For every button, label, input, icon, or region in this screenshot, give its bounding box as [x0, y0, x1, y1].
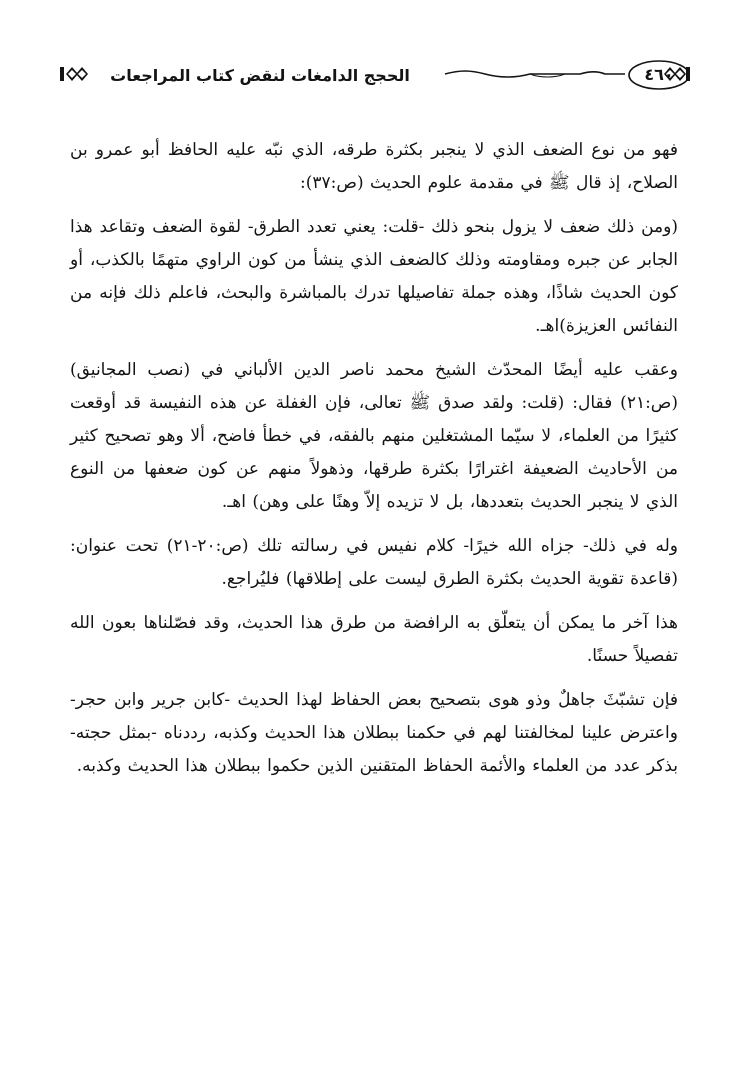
page-header	[60, 54, 690, 94]
paragraph: وعقب عليه أيضًا المحدّث الشيخ محمد ناصر الدين الألباني في (نصب المجانيق) (ص:٢١) فقال: (قلت: ولقد صدق ﷺ تعالى، فإن الغفلة عن هذه النفيسة قد أوقعت كثيرًا من العلماء، لا سيّما المشتغلين منهم بالفقه، في خطأ فاضح، ألا وهو تصحيح كثير من الأحاديث الضعيفة اغترارًا بكثرة طرقها، وذهولاً منهم عن كون ضعفها من النوع الذي لا ينجبر الحديث بتعددها، بل لا تزيده إلاّ وهنًا على وهن) اهـ.	[70, 360, 678, 512]
paragraph: هذا آخر ما يمكن أن يتعلّق به الرافضة من طرق هذا الحديث، وقد فصّلناها بعون الله تفصيلاً حسنًا.	[70, 613, 678, 666]
page-body	[70, 134, 678, 794]
paragraph: فإن تشبّثَ جاهلٌ وذو هوى بتصحيح بعض الحفاظ لهذا الحديث -كابن جرير وابن حجر- واعترض علينا لمخالفتنا لهم في حكمنا ببطلان هذا الحديث وكذبه، رددناه -بمثل حجته- بذكر عدد من العلماء والأئمة الحفاظ المتقنين الذين حكموا ببطلان هذا الحديث وكذبه.	[70, 690, 678, 776]
paragraph: وله في ذلك- جزاه الله خيرًا- كلام نفيس في رسالته تلك (ص:٢٠-٢١) تحت عنوان: (قاعدة تقوية الحديث بكثرة الطرق ليست على إطلاقها) فليُراجع.	[70, 536, 678, 589]
paragraph: (ومن ذلك ضعف لا يزول بنحو ذلك -قلت: يعني تعدد الطرق- لقوة الضعف وتقاعد هذا الجابر عن جبره ومقاومته وذلك كالضعف الذي ينشأ من كون الراوي متهمًا بالكذب، أو كون الحديث شاذًا، وهذه جملة تفاصيلها تدرك بالمباشرة والبحث، فاعلم ذلك فإنه من النفائس العزيزة)اهـ.	[70, 217, 678, 336]
running-title: الحجج الدامغات لنقض كتاب المراجعات	[110, 66, 410, 85]
page-number: ٤٦٠	[644, 65, 674, 84]
paragraph: فهو من نوع الضعف الذي لا ينجبر بكثرة طرقه، الذي نبّه عليه الحافظ أبو عمرو بن الصلاح، إذ قال ﷺ في مقدمة علوم الحديث (ص:٣٧):	[70, 140, 678, 193]
